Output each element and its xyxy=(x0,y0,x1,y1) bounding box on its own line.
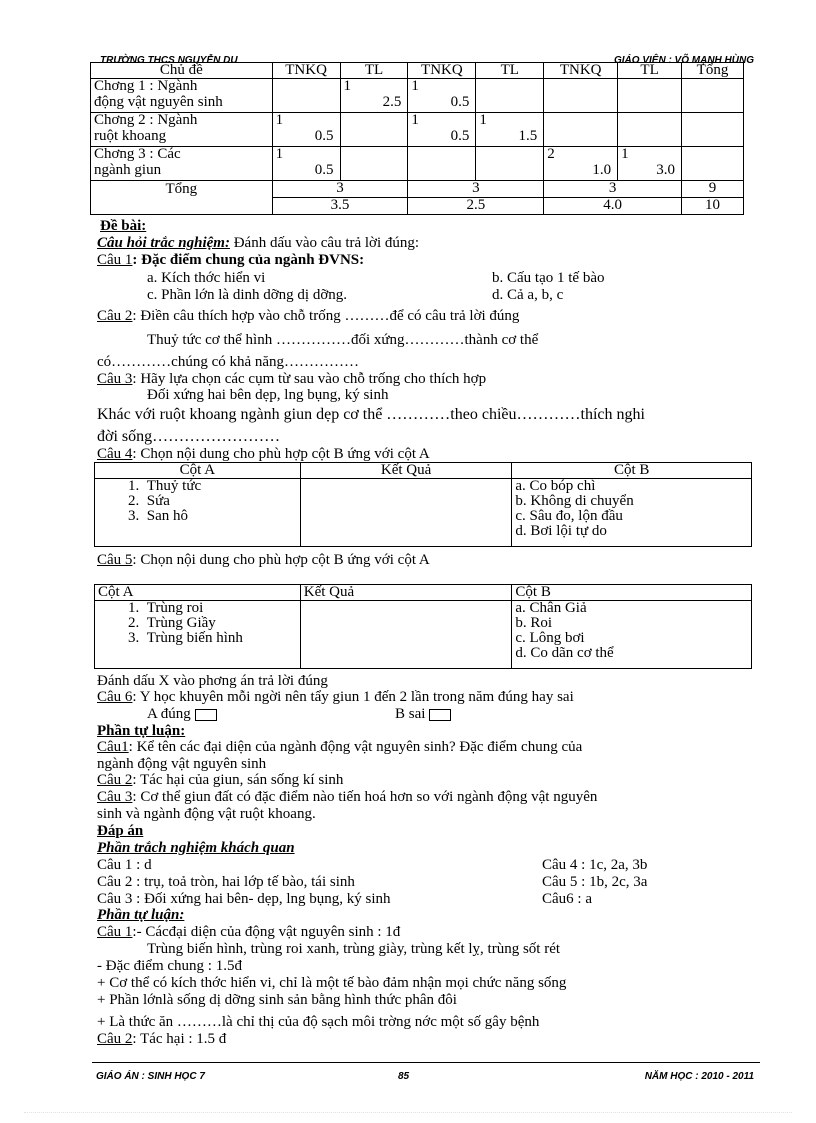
matrix-cell xyxy=(340,147,408,181)
tn-heading: Câu hỏi trắc nghiệm: Đánh dấu vào câu trả lời đúng: xyxy=(97,235,420,251)
essay-answer-1: Câu 1:- Cácđại diện của động vật nguyên sinh : 1đ xyxy=(97,924,401,940)
tl-heading: Phần tự luận: xyxy=(97,723,186,739)
matrix-total-count-row xyxy=(91,181,744,198)
q5-header: Kết Quả xyxy=(300,585,512,601)
list-item: b. Roi xyxy=(515,615,553,631)
objective-title: Phần trắch nghiệm khách quan xyxy=(97,840,295,856)
matrix-row-3 xyxy=(91,147,744,181)
matrix-total-score: 4.0 xyxy=(544,198,682,215)
q2-line-2: có…………chúng có khả năng…………… xyxy=(97,354,360,370)
list-item: a. Chân Giả xyxy=(515,600,587,616)
matrix-header: TNKQ xyxy=(408,63,476,79)
footer-divider xyxy=(92,1062,760,1063)
list-item: 2. Sứa xyxy=(128,493,170,509)
q4-table xyxy=(94,462,752,547)
matrix-cell xyxy=(544,79,618,113)
matrix-total-count: 3 xyxy=(408,181,544,198)
matrix-cell xyxy=(682,147,744,181)
q2-question: Câu 2: Điền câu thích hợp vào chỗ trống ………để có câu trả lời đúng xyxy=(97,308,520,324)
q4-header: Cột B xyxy=(512,463,752,479)
matrix-row-2 xyxy=(91,113,744,147)
matrix-header: TNKQ xyxy=(544,63,618,79)
q4-header: Cột A xyxy=(95,463,301,479)
q3-line-2: đời sống…………………… xyxy=(97,428,281,445)
header-school: TRƯỜNG THCS NGUYỄN DU xyxy=(100,55,238,66)
essay-general: - Đặc điểm chung : 1.5đ xyxy=(97,958,242,974)
page-edge xyxy=(24,1112,792,1113)
answers-title: Đáp án xyxy=(97,823,144,839)
matrix-total-count: 3 xyxy=(544,181,682,198)
matrix-cell: 1 0.5 xyxy=(408,79,476,113)
matrix-cell: 1 1.5 xyxy=(476,113,544,147)
answer-right: Câu 5 : 1b, 2c, 3a xyxy=(542,874,648,890)
q3-line-1: Khác với ruột khoang ngành giun dẹp cơ thể …………theo chiều…………thích nghi xyxy=(97,406,645,423)
matrix-cell xyxy=(682,113,744,147)
q6-option-a: A đúng xyxy=(147,706,217,723)
matrix-total-count: 3 xyxy=(272,181,408,198)
matrix-total-score: 3.5 xyxy=(272,198,408,215)
list-item: 2. Trùng Giầy xyxy=(128,615,216,631)
q4-result[interactable] xyxy=(300,479,512,547)
q4-col-a xyxy=(95,479,301,547)
answer-right: Câu 4 : 1c, 2a, 3b xyxy=(542,857,648,873)
matrix-header: TL xyxy=(618,63,682,79)
checkbox-false[interactable] xyxy=(429,709,451,721)
matrix-table xyxy=(90,62,744,215)
matrix-topic: Chơng 2 : Ngành ruột khoang xyxy=(91,113,273,147)
matrix-cell xyxy=(618,79,682,113)
list-item: a. Co bóp chì xyxy=(515,478,596,494)
q4-question: Câu 4: Chọn nội dung cho phù hợp cột B ứng với cột A xyxy=(97,446,430,462)
q1-option-d: d. Cả a, b, c xyxy=(492,287,564,303)
list-item: 3. San hô xyxy=(128,508,188,524)
list-item: d. Co dãn cơ thể xyxy=(515,645,614,661)
list-item: d. Bơi lội tự do xyxy=(515,523,607,539)
q5-header: Cột B xyxy=(512,585,752,601)
q4-col-b xyxy=(512,479,752,547)
essay-point: + Cơ thể có kích thớc hiển vi, chỉ là một tế bào đảm nhận mọi chức năng sống xyxy=(97,975,567,991)
t1-question: Câu1: Kể tên các đại diện của ngành động vật nguyên sinh? Đặc điểm chung của xyxy=(97,739,583,755)
essay-point: + Phần lớnlà sống dị dỡng sinh sản bằng hình thức phân đôi xyxy=(97,992,457,1008)
matrix-total-score: 2.5 xyxy=(408,198,544,215)
matrix-total-label: Tổng xyxy=(91,181,273,215)
t1-question-line-2: ngành động vật nguyên sinh xyxy=(97,756,267,772)
footer-left: GIÁO ÁN : SINH HỌC 7 xyxy=(96,1071,205,1082)
page-number: 85 xyxy=(398,1071,410,1082)
essay-point: + Là thức ăn ………là chỉ thị của độ sạch môi trờng nớc một số gây bệnh xyxy=(97,1014,540,1030)
matrix-header: TL xyxy=(340,63,408,79)
matrix-cell: 1 0.5 xyxy=(408,113,476,147)
list-item: 1. Trùng roi xyxy=(128,600,204,616)
matrix-row-1 xyxy=(91,79,744,113)
q5-header: Cột A xyxy=(95,585,301,601)
matrix-header: Tổng xyxy=(682,63,744,79)
essay-answer-2: Câu 2: Tác hại : 1.5 đ xyxy=(97,1031,227,1047)
answer-left: Câu 3 : Đối xứng hai bên- dẹp, lng bụng, ký sinh xyxy=(97,891,391,907)
checkbox-true[interactable] xyxy=(195,709,217,721)
matrix-cell xyxy=(476,147,544,181)
list-item: 3. Trùng biến hình xyxy=(128,630,243,646)
q2-line-1: Thuỷ tức cơ thể hình ……………đối xứng…………thành cơ thể xyxy=(147,332,539,348)
matrix-cell xyxy=(272,79,340,113)
mark-x-instruction: Đánh dấu X vào phơng án trả lời đúng xyxy=(97,673,328,689)
exam-title: Đề bài: xyxy=(100,218,147,234)
list-item: 1. Thuỷ tức xyxy=(128,478,202,494)
q5-result[interactable] xyxy=(300,601,512,669)
matrix-header: TL xyxy=(476,63,544,79)
q5-col-a xyxy=(95,601,301,669)
q6-option-b: B sai xyxy=(395,706,451,723)
matrix-cell: 1 2.5 xyxy=(340,79,408,113)
matrix-header: TNKQ xyxy=(272,63,340,79)
matrix-cell xyxy=(408,147,476,181)
matrix-topic: Chơng 1 : Ngành động vật nguyên sinh xyxy=(91,79,273,113)
matrix-topic: Chơng 3 : Các ngành giun xyxy=(91,147,273,181)
q3-question: Câu 3: Hãy lựa chọn các cụm từ sau vào chỗ trống cho thích hợp xyxy=(97,371,487,387)
q4-header: Kết Quả xyxy=(300,463,512,479)
matrix-total-score: 10 xyxy=(682,198,744,215)
matrix-cell: 1 0.5 xyxy=(272,147,340,181)
t3-question: Câu 3: Cơ thể giun đất có đặc điểm nào tiến hoá hơn so với ngành động vật nguyên xyxy=(97,789,598,805)
matrix-cell xyxy=(476,79,544,113)
list-item: b. Không di chuyển xyxy=(515,493,634,509)
q1-option-b: b. Cấu tạo 1 tế bào xyxy=(492,270,605,286)
q5-col-b xyxy=(512,601,752,669)
q1-option-c: c. Phần lớn là dinh dỡng dị dỡng. xyxy=(147,287,348,303)
matrix-cell xyxy=(682,79,744,113)
answer-left: Câu 1 : d xyxy=(97,857,152,873)
matrix-cell: 1 0.5 xyxy=(272,113,340,147)
q1-question: Câu 1: Đặc điểm chung của ngành ĐVNS: xyxy=(97,252,365,268)
matrix-total-count: 9 xyxy=(682,181,744,198)
essay-examples: Trùng biến hình, trùng roi xanh, trùng giày, trùng kết lỵ, trùng sốt rét xyxy=(147,941,561,957)
matrix-cell xyxy=(544,113,618,147)
list-item: c. Lông bơi xyxy=(515,630,585,646)
answer-right: Câu6 : a xyxy=(542,891,592,907)
t3-question-line-2: sinh và ngành động vật ruột khoang. xyxy=(97,806,316,822)
q1-option-a: a. Kích thớc hiển vi xyxy=(147,270,266,286)
t2-question: Câu 2: Tác hại của giun, sán sống kí sinh xyxy=(97,772,344,788)
matrix-cell: 2 1.0 xyxy=(544,147,618,181)
matrix-header-row xyxy=(91,63,744,79)
matrix-cell xyxy=(618,113,682,147)
q5-question: Câu 5: Chọn nội dung cho phù hợp cột B ứng với cột A xyxy=(97,552,430,568)
header-teacher: GIÁO VIÊN : VÕ MẠNH HÙNG xyxy=(613,55,754,66)
matrix-cell: 1 3.0 xyxy=(618,147,682,181)
q6-question: Câu 6: Y học khuyên mỗi ngời nên tẩy giun 1 đến 2 lần trong năm đúng hay sai xyxy=(97,689,574,705)
q3-words: Đối xứng hai bên dẹp, lng bụng, ký sinh xyxy=(147,387,389,403)
list-item: c. Sâu đo, lộn đầu xyxy=(515,508,623,524)
essay-title: Phần tự luận: xyxy=(97,907,185,923)
footer-right: NĂM HỌC : 2010 - 2011 xyxy=(644,1071,754,1082)
answer-left: Câu 2 : trụ, toả tròn, hai lớp tế bào, tái sinh xyxy=(97,874,355,890)
matrix-cell xyxy=(340,113,408,147)
q5-table xyxy=(94,584,752,669)
matrix-header: Chủ đề xyxy=(91,63,273,79)
